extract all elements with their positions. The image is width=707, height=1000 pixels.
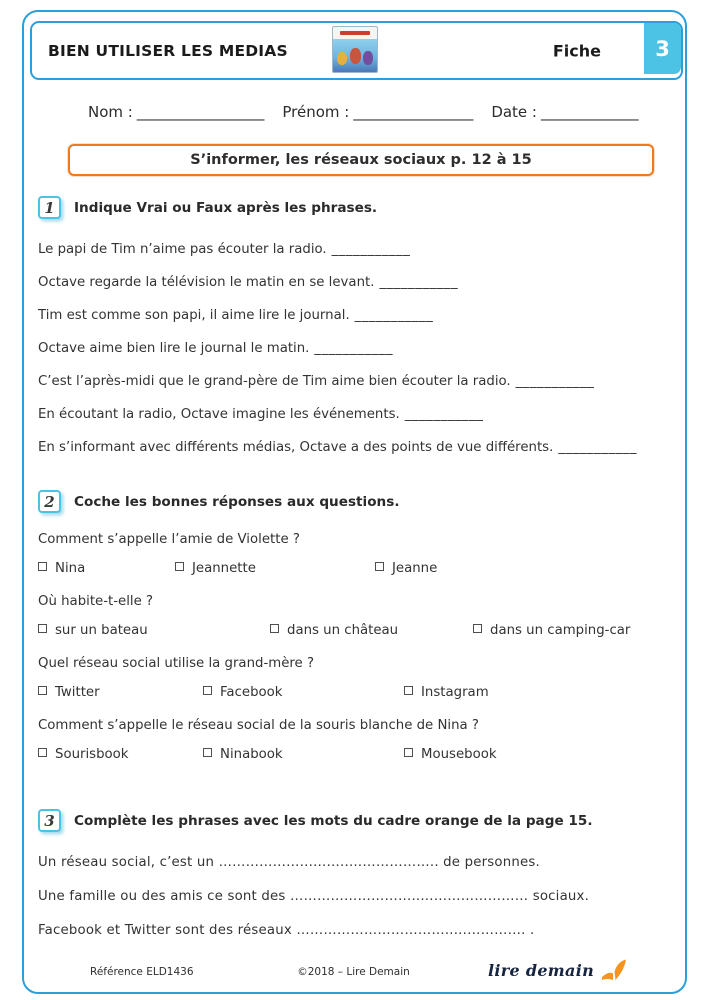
lesson-banner <box>68 144 654 176</box>
option <box>203 684 404 701</box>
nom-field <box>88 103 264 121</box>
exercise1-number-badge: 1 <box>38 196 61 219</box>
checkbox[interactable] <box>38 562 47 571</box>
book-cover-figure <box>337 52 347 65</box>
option-label: Facebook <box>220 685 283 700</box>
checkbox[interactable] <box>38 624 47 633</box>
completion-line: Un réseau social, c’est un ………………………..……………….. de personnes. <box>38 855 540 870</box>
lesson-banner-text: S’informer, les réseaux sociaux p. 12 à 15 <box>190 152 532 168</box>
statement <box>38 373 652 390</box>
option-label: Ninabook <box>220 747 283 762</box>
statement <box>38 241 652 258</box>
option-label: Jeannette <box>192 561 256 576</box>
option-label: dans un château <box>287 623 399 638</box>
exercise2-number-badge: 2 <box>38 490 61 513</box>
options-row <box>38 622 652 639</box>
checkbox[interactable] <box>38 748 47 757</box>
prenom-label: Prénom : <box>282 103 350 121</box>
exercise2-title: Coche les bonnes réponses aux questions. <box>74 493 400 510</box>
header <box>30 21 683 80</box>
option-label: sur un bateau <box>55 623 148 638</box>
checkbox[interactable] <box>38 686 47 695</box>
fiche-label: Fiche <box>552 41 601 60</box>
completion-line: Facebook et Twitter sont des réseaux ……………………………..……………. . <box>38 923 535 938</box>
footer-reference: Référence ELD1436 <box>90 966 194 978</box>
option <box>38 684 203 701</box>
option-label: Nina <box>55 561 86 576</box>
answer-blank[interactable]: ___________ <box>404 407 484 422</box>
answer-blank[interactable]: ___________ <box>379 275 459 290</box>
checkbox[interactable] <box>375 562 384 571</box>
answer-blank[interactable]: ___________ <box>314 341 394 356</box>
prenom-field <box>282 103 473 121</box>
book-cover-figure <box>350 48 361 64</box>
option <box>375 560 652 577</box>
option-label: Jeanne <box>392 561 438 576</box>
exercise2-header <box>38 490 652 513</box>
completion-line: Une famille ou des amis ce sont des ………………………..…………………… sociaux. <box>38 889 590 904</box>
exercise1-title: Indique Vrai ou Faux après les phrases. <box>74 199 378 216</box>
exercise3-header <box>38 809 652 832</box>
book-cover-figure <box>363 51 373 65</box>
statement-text: En s’informant avec différents médias, Octave a des points de vue différents. <box>38 440 554 455</box>
identity-row <box>88 103 657 121</box>
question-text: Comment s’appelle l’amie de Violette ? <box>38 532 300 547</box>
option <box>38 746 203 763</box>
option-label: Sourisbook <box>55 747 129 762</box>
publisher-logo <box>488 958 628 982</box>
option <box>38 622 270 639</box>
statement <box>38 406 652 423</box>
book-cover-thumbnail <box>332 26 378 73</box>
date-field <box>491 103 638 121</box>
statement-text: Octave regarde la télévision le matin en se levant. <box>38 275 375 290</box>
answer-blank[interactable]: ___________ <box>558 440 637 455</box>
checkbox[interactable] <box>404 748 413 757</box>
option <box>270 622 473 639</box>
question-text: Où habite-t-elle ? <box>38 594 154 609</box>
option <box>404 746 652 763</box>
option-label: Mousebook <box>421 747 497 762</box>
option-label: Twitter <box>55 685 100 700</box>
option-label: Instagram <box>421 685 489 700</box>
answer-blank[interactable]: ___________ <box>354 308 434 323</box>
exercise3-title: Complète les phrases avec les mots du cadre orange de la page 15. <box>74 812 593 829</box>
statement <box>38 274 652 291</box>
book-cover-art <box>333 39 377 72</box>
statement <box>38 307 652 324</box>
option-label: dans un camping-car <box>490 623 631 638</box>
fiche-number-badge: 3 <box>644 23 681 74</box>
question-text: Comment s’appelle le réseau social de la souris blanche de Nina ? <box>38 718 479 733</box>
statement <box>38 439 652 456</box>
statement-text: Octave aime bien lire le journal le matin. <box>38 341 310 356</box>
option <box>203 746 404 763</box>
option <box>38 560 175 577</box>
worksheet-title: BIEN UTILISER LES MEDIAS <box>48 41 288 60</box>
book-cover-title-art <box>340 31 370 35</box>
checkbox[interactable] <box>203 686 212 695</box>
statement-text: En écoutant la radio, Octave imagine les événements. <box>38 407 400 422</box>
option <box>175 560 375 577</box>
prenom-blank[interactable]: ________________ <box>353 103 474 121</box>
checkbox[interactable] <box>473 624 482 633</box>
content <box>38 196 652 956</box>
book-cover-title-band <box>333 27 377 39</box>
option <box>404 684 652 701</box>
statement-text: C’est l’après-midi que le grand-père de Tim aime bien écouter la radio. <box>38 374 511 389</box>
exercise3-lines <box>38 854 652 939</box>
answer-blank[interactable]: ___________ <box>515 374 595 389</box>
exercise1-header <box>38 196 652 219</box>
statement-text: Le papi de Tim n’aime pas écouter la radio. <box>38 242 327 257</box>
statement-text: Tim est comme son papi, il aime lire le journal. <box>38 308 350 323</box>
question-text: Quel réseau social utilise la grand-mère ? <box>38 656 315 671</box>
footer-copyright: ©2018 – Lire Demain <box>297 966 410 978</box>
checkbox[interactable] <box>175 562 184 571</box>
nom-blank[interactable]: _________________ <box>136 103 265 121</box>
exercise1-statements <box>38 241 652 456</box>
checkbox[interactable] <box>203 748 212 757</box>
date-label: Date : <box>491 103 537 121</box>
date-blank[interactable]: _____________ <box>541 103 639 121</box>
options-row <box>38 746 652 763</box>
checkbox[interactable] <box>404 686 413 695</box>
answer-blank[interactable]: ___________ <box>331 242 411 257</box>
options-row <box>38 684 652 701</box>
options-row <box>38 560 652 577</box>
book-flame-icon <box>600 958 628 982</box>
checkbox[interactable] <box>270 624 279 633</box>
footer <box>0 958 707 988</box>
publisher-logo-text: lire demain <box>488 960 595 980</box>
option <box>473 622 652 639</box>
nom-label: Nom : <box>88 103 133 121</box>
statement <box>38 340 652 357</box>
exercise3-number-badge: 3 <box>38 809 61 832</box>
